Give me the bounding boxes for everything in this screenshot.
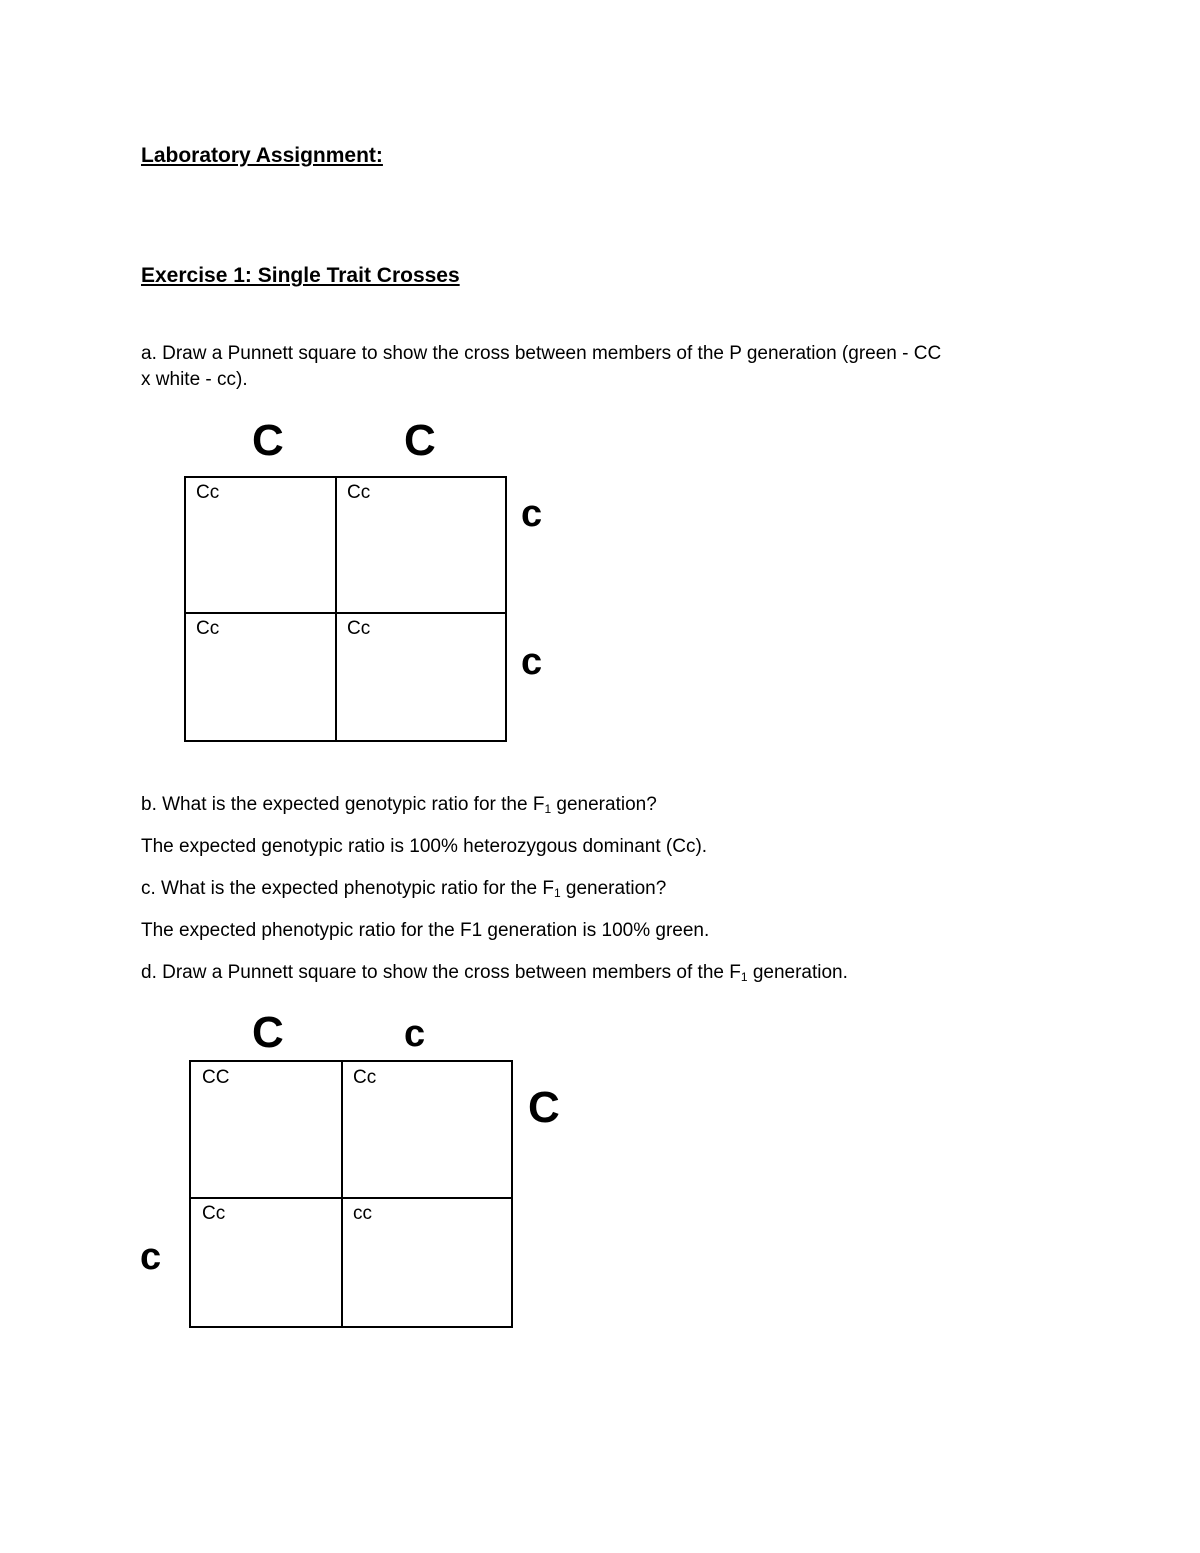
cell-top-left: Cc [196,482,220,503]
cell-top-left: CC [202,1067,230,1088]
grid-divider-vertical [335,478,337,740]
cell-bottom-left: Cc [196,618,220,639]
cell-bottom-left: Cc [202,1203,226,1224]
cell-bottom-right: cc [353,1203,372,1224]
question-a-line2: x white - cc). [141,369,248,390]
cell-bottom-right: Cc [347,618,371,639]
question-a-line1: a. Draw a Punnett square to show the cross between members of the P generation (green - CC [141,343,942,364]
question-b: b. What is the expected genotypic ratio for the $F_1$ generation? [141,794,657,816]
page-title: Laboratory Assignment: [141,144,383,167]
allele-left: c [140,1236,162,1278]
question-d: d. Draw a Punnett square to show the cross between members of the $F_1$ generation. [141,962,848,984]
grid-divider-vertical [341,1062,343,1326]
allele-top-1: C [252,1008,284,1057]
allele-top-2: C [404,416,436,465]
answer-c: The expected phenotypic ratio for the F1 generation is 100% green. [141,920,710,941]
allele-top-1: C [252,416,284,465]
answer-b: The expected genotypic ratio is 100% heterozygous dominant (Cc). [141,836,708,857]
allele-right-1: c [521,493,543,535]
punnett-grid [184,476,507,742]
allele-right-2: c [521,641,543,683]
punnett-grid [189,1060,513,1328]
allele-top-2: c [404,1013,426,1055]
grid-divider-horizontal [191,1197,511,1199]
allele-right: C [528,1083,560,1132]
question-c: c. What is the expected phenotypic ratio for the $F_1$ generation? [141,878,667,900]
cell-top-right: Cc [347,482,371,503]
exercise-heading: Exercise 1: Single Trait Crosses [141,264,460,287]
grid-divider-horizontal [186,612,505,614]
cell-top-right: Cc [353,1067,377,1088]
